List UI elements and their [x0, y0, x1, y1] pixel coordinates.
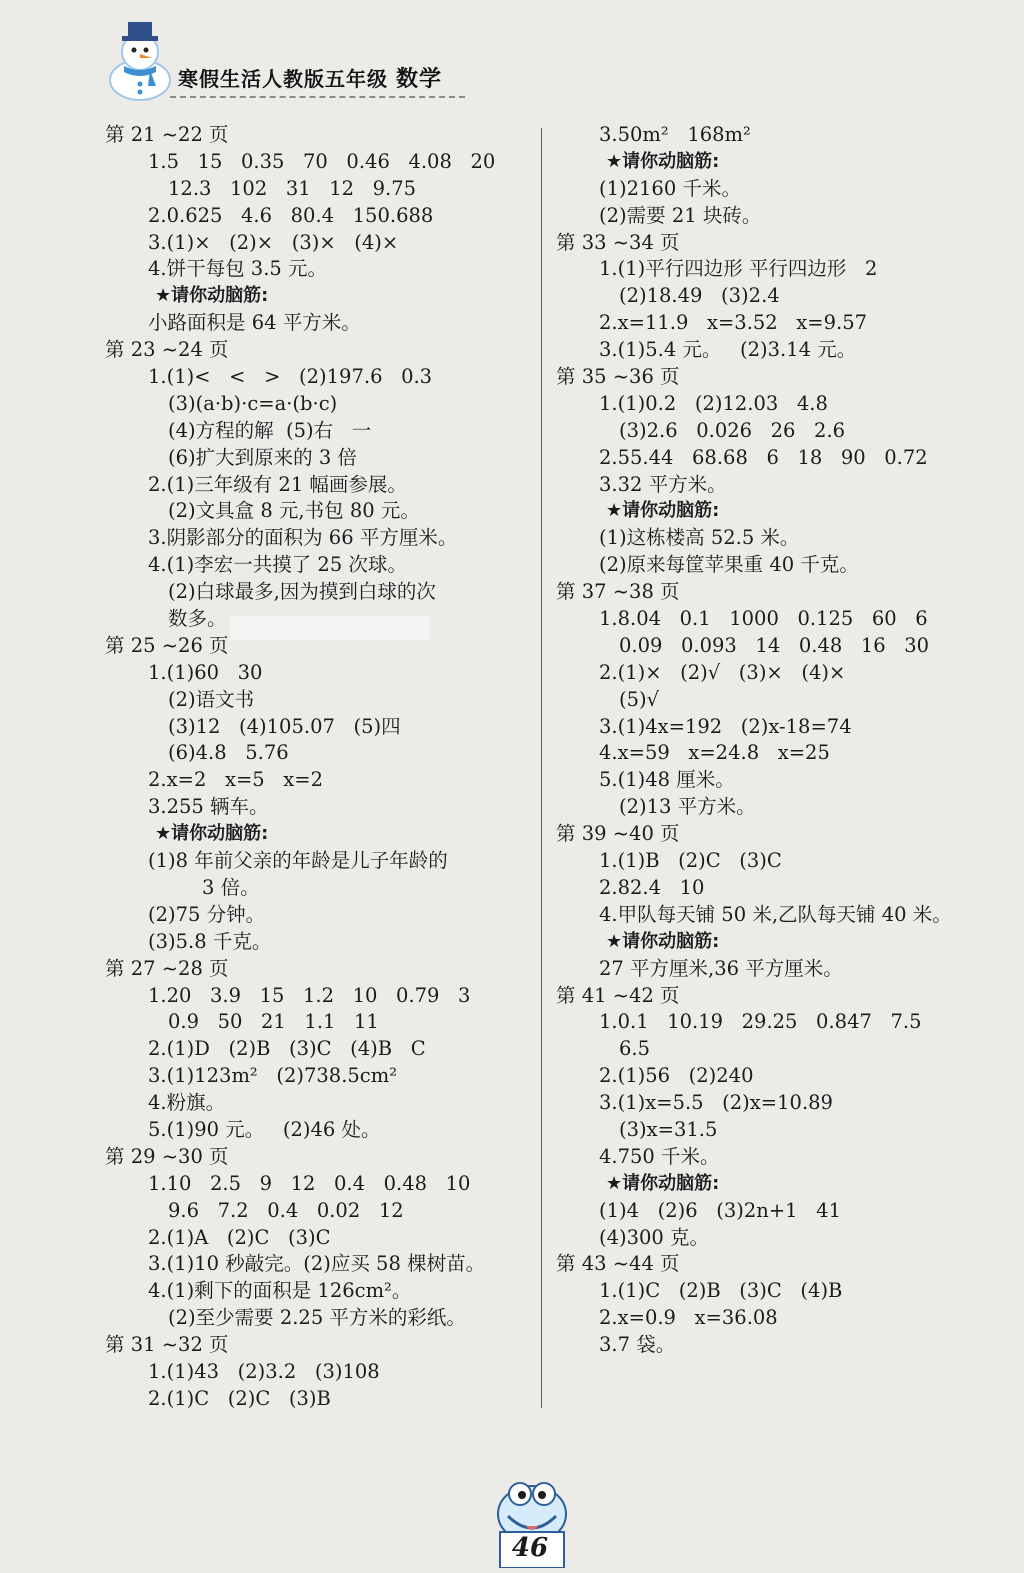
section-heading: 第 43 ~44 页	[556, 1252, 680, 1276]
answer-line: 2.(1)三年级有 21 幅画参展。	[148, 472, 407, 496]
answer-line: 1.(1)C (2)B (3)C (4)B	[599, 1279, 843, 1303]
answer-line: 3.阴影部分的面积为 66 平方厘米。	[148, 526, 458, 550]
answer-line: 1.0.1 10.19 29.25 0.847 7.5	[599, 1010, 922, 1034]
answer-line: 3.(1)10 秒敲完。(2)应买 58 棵树苗。	[148, 1252, 486, 1276]
answer-line: (2)13 平方米。	[619, 795, 756, 819]
answer-line: 3.(1)4x=192 (2)x-18=74	[599, 714, 852, 738]
answer-line: 6.5	[619, 1037, 651, 1061]
answer-line: 4.(1)李宏一共摸了 25 次球。	[148, 553, 407, 577]
answer-line: 4.粉旗。	[148, 1091, 226, 1115]
answer-line: (2)原来每筐苹果重 40 千克。	[599, 553, 859, 577]
answer-line: 2.(1)× (2)√ (3)× (4)×	[599, 660, 846, 684]
answer-line: 4.甲队每天铺 50 米,乙队每天铺 40 米。	[599, 902, 952, 926]
answer-line: 1.(1)60 30	[148, 660, 263, 684]
answer-line: (4)方程的解 (5)右 一	[168, 418, 372, 442]
section-heading: 第 25 ~26 页	[105, 633, 229, 657]
section-heading: 第 35 ~36 页	[556, 365, 680, 389]
answer-line: (3)x=31.5	[619, 1117, 718, 1141]
section-heading: 第 21 ~22 页	[105, 123, 229, 146]
answer-line: (2)白球最多,因为摸到白球的次	[168, 580, 436, 604]
answer-line: 3 倍。	[202, 875, 260, 899]
answer-line: 1.8.04 0.1 1000 0.125 60 6	[599, 607, 928, 631]
answer-line: (3)(a·b)·c=a·(b·c)	[168, 391, 338, 415]
section-heading: 第 23 ~24 页	[105, 338, 229, 362]
answer-line: 2.(1)C (2)C (3)B	[148, 1386, 331, 1410]
answer-line: 5.(1)90 元。 (2)46 处。	[148, 1117, 381, 1141]
answer-line: (6)扩大到原来的 3 倍	[168, 445, 357, 469]
subject-label: 数学	[396, 67, 443, 92]
answer-column-left	[105, 122, 535, 1413]
answer-line: 2.82.4 10	[599, 875, 705, 899]
section-heading: 第 31 ~32 页	[105, 1333, 229, 1357]
answer-line: 2.x=2 x=5 x=2	[148, 768, 324, 792]
answer-line: 3.7 袋。	[599, 1333, 676, 1357]
answer-line: 1.(1)B (2)C (3)C	[599, 849, 782, 873]
answer-line: (1)8 年前父亲的年龄是儿子年龄的	[148, 849, 448, 873]
answer-column-right	[556, 122, 1006, 1359]
answer-line: (1)4 (2)6 (3)2n+1 41	[599, 1198, 841, 1222]
answer-line: (6)4.8 5.76	[168, 741, 289, 765]
challenge-heading: ★请你动脑筋:	[155, 823, 269, 845]
column-divider	[541, 128, 542, 1408]
snowman-icon	[100, 12, 180, 102]
answer-line: 0.09 0.093 14 0.48 16 30	[619, 633, 930, 657]
answer-line: 2.x=0.9 x=36.08	[599, 1306, 778, 1330]
header-dashed-rule	[170, 96, 465, 98]
challenge-heading: ★请你动脑筋:	[606, 930, 720, 952]
answer-line: 数多。	[168, 607, 227, 631]
answer-line: (2)文具盒 8 元,书包 80 元。	[168, 499, 420, 523]
answer-line: 9.6 7.2 0.4 0.02 12	[168, 1198, 404, 1222]
challenge-heading: ★请你动脑筋:	[155, 285, 269, 307]
section-heading: 第 29 ~30 页	[105, 1144, 229, 1168]
section-heading: 第 33 ~34 页	[556, 230, 680, 254]
answer-line: 1.5 15 0.35 70 0.46 4.08 20	[148, 149, 496, 173]
answer-line: 3.255 辆车。	[148, 795, 269, 819]
answer-line: 2.(1)D (2)B (3)C (4)B C	[148, 1037, 426, 1061]
answer-line: 1.(1)0.2 (2)12.03 4.8	[599, 391, 828, 415]
answer-line: 2.(1)56 (2)240	[599, 1064, 754, 1088]
answer-line: 4.(1)剩下的面积是 126cm²。	[148, 1279, 412, 1303]
answer-line: 1.(1)< < > (2)197.6 0.3	[148, 365, 433, 389]
answer-line: 1.10 2.5 9 12 0.4 0.48 10	[148, 1171, 471, 1195]
answer-line: 小路面积是 64 平方米。	[148, 311, 361, 335]
answer-line: (1)2160 千米。	[599, 176, 741, 200]
answer-line: 2.(1)A (2)C (3)C	[148, 1225, 331, 1249]
answer-line: (5)√	[619, 687, 660, 711]
page-header	[0, 0, 1024, 110]
answer-line: 4.饼干每包 3.5 元。	[148, 257, 328, 281]
answer-line: 3.(1)5.4 元。 (2)3.14 元。	[599, 338, 857, 362]
answer-line: 0.9 50 21 1.1 11	[168, 1010, 379, 1034]
book-title: 寒假生活人教版五年级	[178, 67, 388, 91]
section-heading: 第 27 ~28 页	[105, 956, 229, 980]
answer-line: (2)18.49 (3)2.4	[619, 284, 780, 308]
answer-line: (4)300 克。	[599, 1225, 710, 1249]
answer-line: 5.(1)48 厘米。	[599, 768, 735, 792]
answer-line: 2.0.625 4.6 80.4 150.688	[148, 203, 434, 227]
answer-line: (2)需要 21 块砖。	[599, 203, 762, 227]
challenge-heading: ★请你动脑筋:	[606, 150, 720, 172]
page-number: 46	[511, 1533, 549, 1563]
answer-line: (2)语文书	[168, 687, 255, 711]
answer-line: 2.x=11.9 x=3.52 x=9.57	[599, 311, 868, 335]
answer-line: 12.3 102 31 12 9.75	[168, 176, 417, 200]
answer-line: (2)75 分钟。	[148, 902, 266, 926]
challenge-heading: ★请你动脑筋:	[606, 1172, 720, 1194]
header-title	[178, 62, 442, 93]
answer-line: 3.50m² 168m²	[599, 123, 751, 146]
answer-line: 1.(1)平行四边形 平行四边形 2	[599, 257, 878, 281]
blank-patch	[230, 616, 430, 640]
answer-line: 3.32 平方米。	[599, 472, 727, 496]
answer-line: 3.(1)× (2)× (3)× (4)×	[148, 230, 399, 254]
answer-line: (3)12 (4)105.07 (5)四	[168, 714, 401, 738]
answer-line: 3.(1)123m² (2)738.5cm²	[148, 1064, 398, 1088]
answer-line: 27 平方厘米,36 平方厘米。	[599, 956, 843, 980]
section-heading: 第 41 ~42 页	[556, 983, 680, 1007]
answer-line: 1.(1)43 (2)3.2 (3)108	[148, 1359, 380, 1383]
answer-line: 3.(1)x=5.5 (2)x=10.89	[599, 1091, 833, 1115]
answer-line: (1)这栋楼高 52.5 米。	[599, 526, 800, 550]
answer-line: 4.750 千米。	[599, 1144, 720, 1168]
answer-line: (2)至少需要 2.25 平方米的彩纸。	[168, 1306, 466, 1330]
section-heading: 第 39 ~40 页	[556, 822, 680, 846]
answer-line: (3)2.6 0.026 26 2.6	[619, 418, 846, 442]
section-heading: 第 37 ~38 页	[556, 580, 680, 604]
answer-line: (3)5.8 千克。	[148, 929, 272, 953]
answer-line: 2.55.44 68.68 6 18 90 0.72	[599, 445, 928, 469]
challenge-heading: ★请你动脑筋:	[606, 500, 720, 522]
answer-line: 1.20 3.9 15 1.2 10 0.79 3	[148, 983, 471, 1007]
answer-line: 4.x=59 x=24.8 x=25	[599, 741, 830, 765]
